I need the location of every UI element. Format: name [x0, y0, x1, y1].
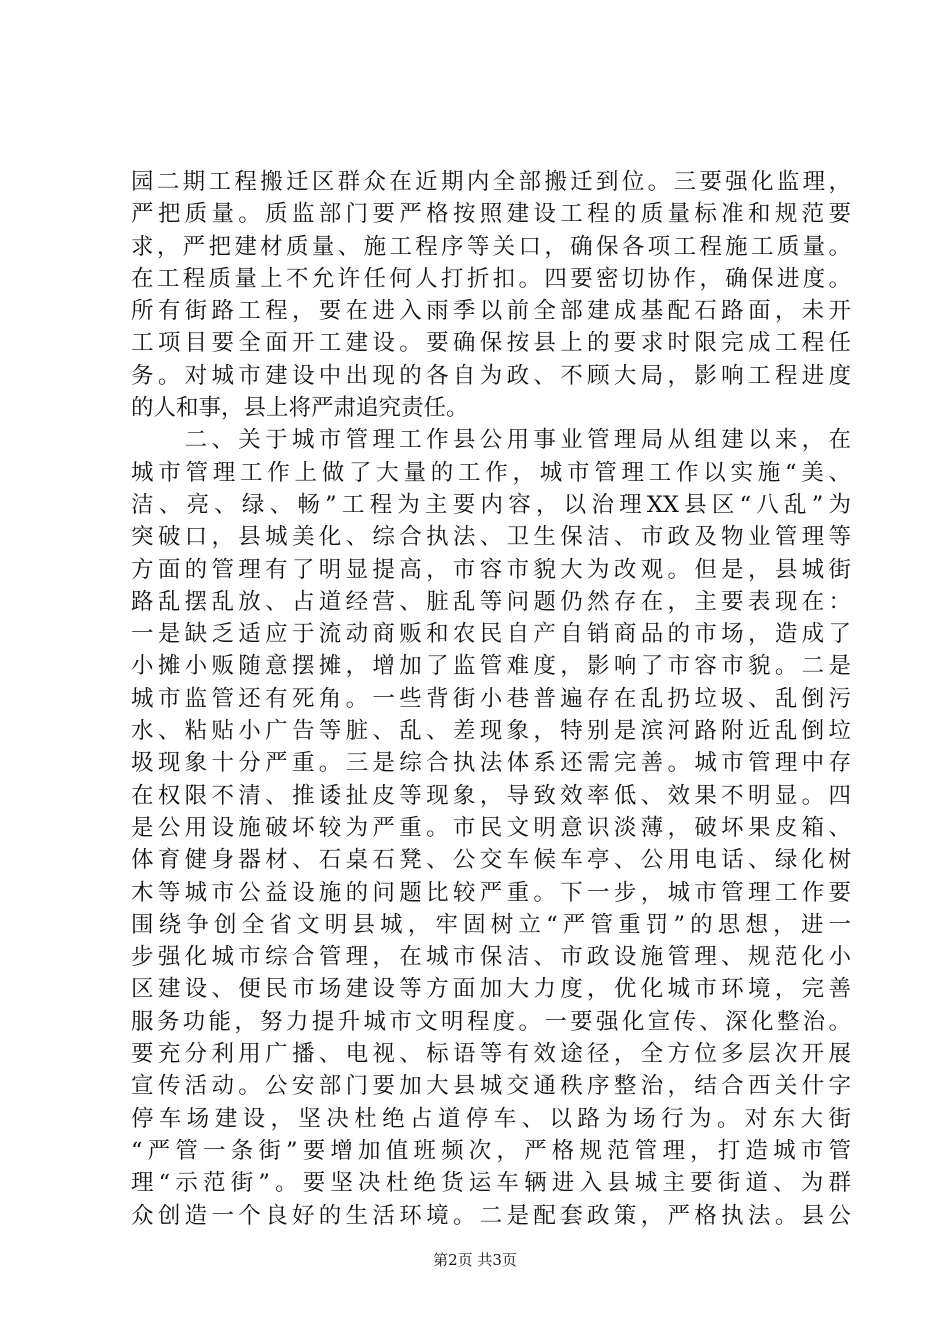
- text-line: 众创造一个良好的生活环境。二是配套政策，严格执法。县公: [131, 1202, 851, 1229]
- text-line: 城市管理工作上做了大量的工作，城市管理工作以实施“美、: [131, 459, 851, 486]
- text-line: 体育健身器材、石桌石凳、公交车候车亭、公用电话、绿化树: [131, 847, 851, 874]
- text-line: 求，严把建材质量、施工程序等关口，确保各项工程施工质量。: [131, 233, 851, 260]
- text-line: 围绕争创全省文明县城，牢固树立“严管重罚”的思想，进一: [131, 911, 851, 938]
- text-line: 圾现象十分严重。三是综合执法体系还需完善。城市管理中存: [131, 750, 851, 777]
- text-line: 是公用设施破坏较为严重。市民文明意识淡薄，破坏果皮箱、: [131, 814, 851, 841]
- text-line: “严管一条街”要增加值班频次，严格规范管理，打造城市管: [131, 1137, 851, 1164]
- text-line: 路乱摆乱放、占道经营、脏乱等问题仍然存在，主要表现在：: [131, 588, 851, 615]
- text-line: 工项目要全面开工建设。要确保按县上的要求时限完成工程任: [131, 330, 851, 357]
- body-text: [131, 166, 851, 1232]
- text-line: 务。对城市建设中出现的各自为政、不顾大局，影响工程进度: [131, 362, 851, 389]
- text-line: 突破口，县城美化、综合执法、卫生保洁、市政及物业管理等: [131, 524, 851, 551]
- page-footer: 第2页 共3页: [433, 1251, 517, 1269]
- text-line: 要充分利用广播、电视、标语等有效途径，全方位多层次开展: [131, 1041, 851, 1068]
- text-line: 在权限不清、推诿扯皮等现象，导致效率低、效果不明显。四: [131, 782, 851, 809]
- text-line: 的人和事，县上将严肃追究责任。: [131, 395, 469, 422]
- text-line: 方面的管理有了明显提高，市容市貌大为改观。但是，县城街: [131, 556, 851, 583]
- text-line: 一是缺乏适应于流动商贩和农民自产自销商品的市场，造成了: [131, 621, 851, 648]
- text-line: 二、关于城市管理工作县公用事业管理局从组建以来，在: [131, 427, 851, 454]
- text-line: 水、粘贴小广告等脏、乱、差现象，特别是滨河路附近乱倒垃: [131, 718, 851, 745]
- text-line: 在工程质量上不允许任何人打折扣。四要密切协作，确保进度。: [131, 265, 851, 292]
- text-line: 木等城市公益设施的问题比较严重。下一步，城市管理工作要: [131, 879, 851, 906]
- text-line: 步强化城市综合管理，在城市保洁、市政设施管理、规范化小: [131, 944, 851, 971]
- text-line: 园二期工程搬迁区群众在近期内全部搬迁到位。三要强化监理，: [131, 169, 851, 195]
- text-line: 区建设、便民市场建设等方面加大力度，优化城市环境，完善: [131, 976, 851, 1003]
- text-line: 所有街路工程，要在进入雨季以前全部建成基配石路面，未开: [131, 298, 851, 325]
- text-line: 服务功能，努力提升城市文明程度。一要强化宣传、深化整治。: [131, 1008, 851, 1035]
- text-line: 城市监管还有死角。一些背街小巷普遍存在乱扔垃圾、乱倒污: [131, 685, 851, 712]
- text-line: 停车场建设，坚决杜绝占道停车、以路为场行为。对东大街: [131, 1105, 851, 1132]
- text-line: 宣传活动。公安部门要加大县城交通秩序整治，结合西关什字: [131, 1073, 851, 1100]
- text-line: 严把质量。质监部门要严格按照建设工程的质量标准和规范要: [131, 201, 851, 228]
- text-line: 洁、亮、绿、畅”工程为主要内容，以治理XX县区“八乱”为: [131, 491, 851, 518]
- text-line: 理“示范街”。要坚决杜绝货运车辆进入县城主要街道、为群: [131, 1170, 851, 1197]
- text-line: 小摊小贩随意摆摊，增加了监管难度，影响了市容市貌。二是: [131, 653, 851, 680]
